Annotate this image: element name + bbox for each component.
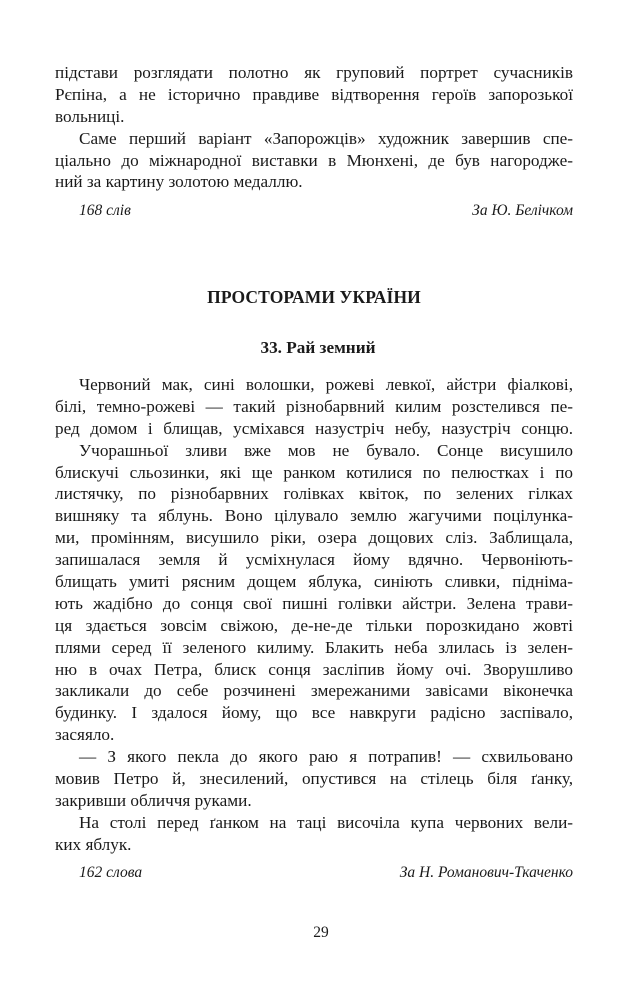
text-line: будинку. І здалося йому, що все навкруги радісно заспівало,	[55, 703, 573, 723]
text-line: ких яблук.	[55, 834, 132, 854]
text-line: мовив Петро й, знесилений, опустився на стілець біля ґанку,	[55, 769, 573, 789]
text-line: Червоний мак, сині волошки, рожеві левкої, айстри фіалкові,	[79, 375, 573, 394]
page-number: 29	[313, 924, 329, 941]
source-author: За Ю. Белічком	[472, 202, 573, 220]
text-line: ред домом і блищав, усміхався назустріч небу, назустріч сонцю.	[55, 418, 573, 438]
story-attribution	[55, 861, 573, 885]
text-line: білі, темно-рожеві — такий різнобарвний килим розстелився пе-	[55, 396, 573, 416]
text-line: вишняку та яблунь. Воно цілувало землю жагучими поцілунка-	[55, 506, 573, 526]
text-line: — З якого пекла до якого раю я потрапив! — схвильовано	[79, 747, 573, 767]
text-line: блищать умиті рясним дощем яблука, синіють сливки, підніма-	[55, 572, 573, 592]
text-line: ми, промінням, висушило ріки, озера дощових сліз. Заблищала,	[55, 528, 573, 548]
text-line: ця здається зовсім свіжою, де-не-де тільки порозкидано жовті	[55, 615, 573, 635]
text-line: плями серед її зеленого килиму. Блакить неба злилась із зелен-	[55, 637, 573, 657]
text-line: На столі перед ґанком на таці височіла купа червоних вели-	[79, 812, 573, 832]
text-line: листячку, по різнобарвних голівках квіток, по зелених гілках	[55, 484, 573, 504]
story-title: 33. Рай земний	[260, 338, 376, 357]
source-author: За Н. Романович-Ткаченко	[399, 863, 573, 881]
top-passage	[55, 62, 573, 193]
text-line: вольниці.	[55, 106, 125, 126]
text-line: закликали до себе розчинені змережаними завісами віконечка	[55, 681, 573, 701]
top-passage-attribution	[55, 199, 573, 223]
word-count: 168 слів	[79, 202, 131, 220]
text-line: ціально до міжнародної виставки в Мюнхені, де був нагороджe-	[55, 150, 573, 170]
text-line: засяяло.	[55, 725, 115, 745]
text-line: запишалася земля й усміхнулася йому вдячно. Червоніють-	[55, 550, 573, 570]
page-text-block	[55, 62, 573, 881]
text-line: ню в очах Петра, блиск сонця засліпив йому очі. Зворушливо	[55, 659, 573, 679]
text-line: Учорашньої зливи вже мов не бувало. Сонце висушило	[79, 440, 573, 460]
text-line: підстави розглядати полотно як груповий портрет сучасників	[55, 63, 573, 82]
text-line: Рєпіна, а не історично правдиве відтворення героїв запорозької	[55, 84, 573, 104]
text-line: ний за картину золотою медаллю.	[55, 172, 303, 192]
word-count: 162 слова	[79, 863, 143, 881]
text-line: Саме перший варіант «Запорожців» художник завершив спе-	[79, 128, 573, 148]
story-body	[55, 374, 573, 885]
text-line: закривши обличчя руками.	[55, 790, 252, 810]
text-line: ють жадібно до сонця свої пишні голівки айстри. Зелена трави-	[55, 593, 573, 613]
text-line: блискучі сльозинки, які ще ранком котилися по пелюстках і по	[55, 462, 573, 482]
section-title: ПРОСТОРАМИ УКРАЇНИ	[207, 287, 421, 307]
